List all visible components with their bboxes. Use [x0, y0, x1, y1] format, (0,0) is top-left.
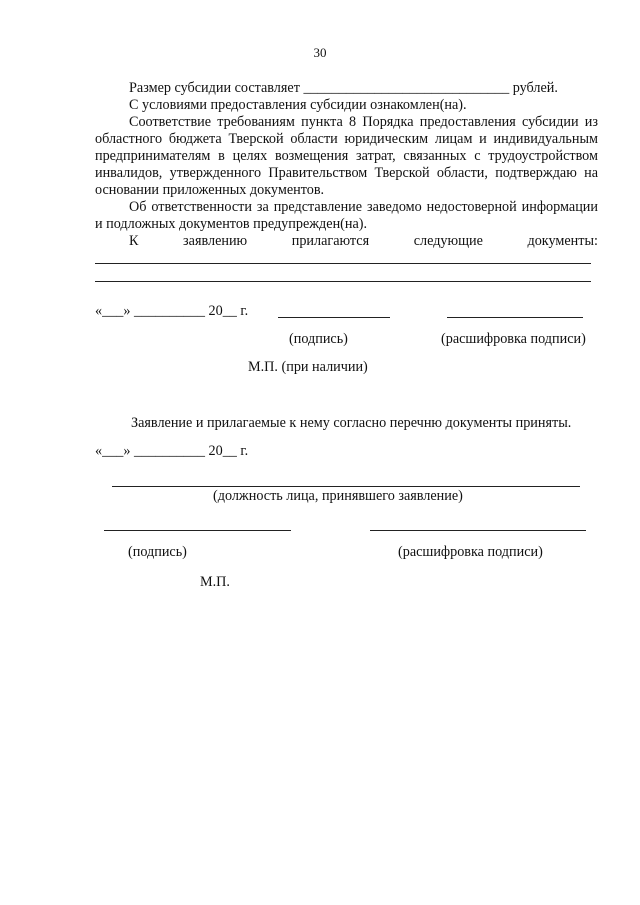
acceptance-date[interactable]: «___» __________ 20__ г. [95, 443, 249, 459]
subsidy-label: Размер субсидии составляет [129, 80, 300, 96]
official-signature-decode-label: (расшифровка подписи) [398, 544, 543, 560]
page-number: 30 [313, 45, 327, 60]
liability-paragraph: Об ответственности за представление заведомо недостоверной информации и подложных документов предупрежден(на). [95, 199, 598, 232]
official-position-label: (должность лица, принявшего заявление) [213, 488, 463, 504]
attachments-word: документы: [527, 233, 598, 249]
attachments-line-1[interactable] [95, 263, 591, 264]
applicant-signature-decode-label: (расшифровка подписи) [441, 331, 586, 347]
subsidy-unit: рублей. [512, 80, 558, 96]
applicant-signature-line[interactable] [278, 317, 390, 318]
applicant-stamp-label: М.П. (при наличии) [248, 359, 368, 375]
official-stamp-label: М.П. [200, 574, 230, 590]
attachments-word: прилагаются [291, 233, 370, 249]
attachments-line-2[interactable] [95, 281, 591, 282]
attachments-intro [129, 233, 598, 250]
acceptance-statement: Заявление и прилагаемые к нему согласно перечню документы приняты. [131, 415, 572, 431]
attachments-word: заявлению [183, 233, 248, 249]
applicant-signature-decode-line[interactable] [447, 317, 583, 318]
applicant-date[interactable]: «___» __________ 20__ г. [95, 303, 249, 319]
official-position-line[interactable] [112, 486, 580, 487]
applicant-signature-label: (подпись) [289, 331, 348, 347]
attachments-word: К [129, 233, 139, 249]
official-signature-line[interactable] [104, 530, 291, 531]
official-signature-decode-line[interactable] [370, 530, 586, 531]
subsidy-amount-line [129, 80, 558, 97]
familiarized-statement: С условиями предоставления субсидии ознакомлен(на). [129, 97, 467, 113]
compliance-paragraph: Соответствие требованиям пункта 8 Порядка предоставления субсидии из областного бюджета Тверской области юридическим лицам и индивидуальным предпринимателям в целях возмещения затрат, связанных с трудоустройством инвалидов, утвержденного Правительством Тверской области, подтверждаю на основании приложенных документов. [95, 114, 598, 198]
subsidy-amount-field[interactable]: _____________________________ [303, 80, 510, 96]
official-signature-label: (подпись) [128, 544, 187, 560]
attachments-word: следующие [413, 233, 483, 249]
